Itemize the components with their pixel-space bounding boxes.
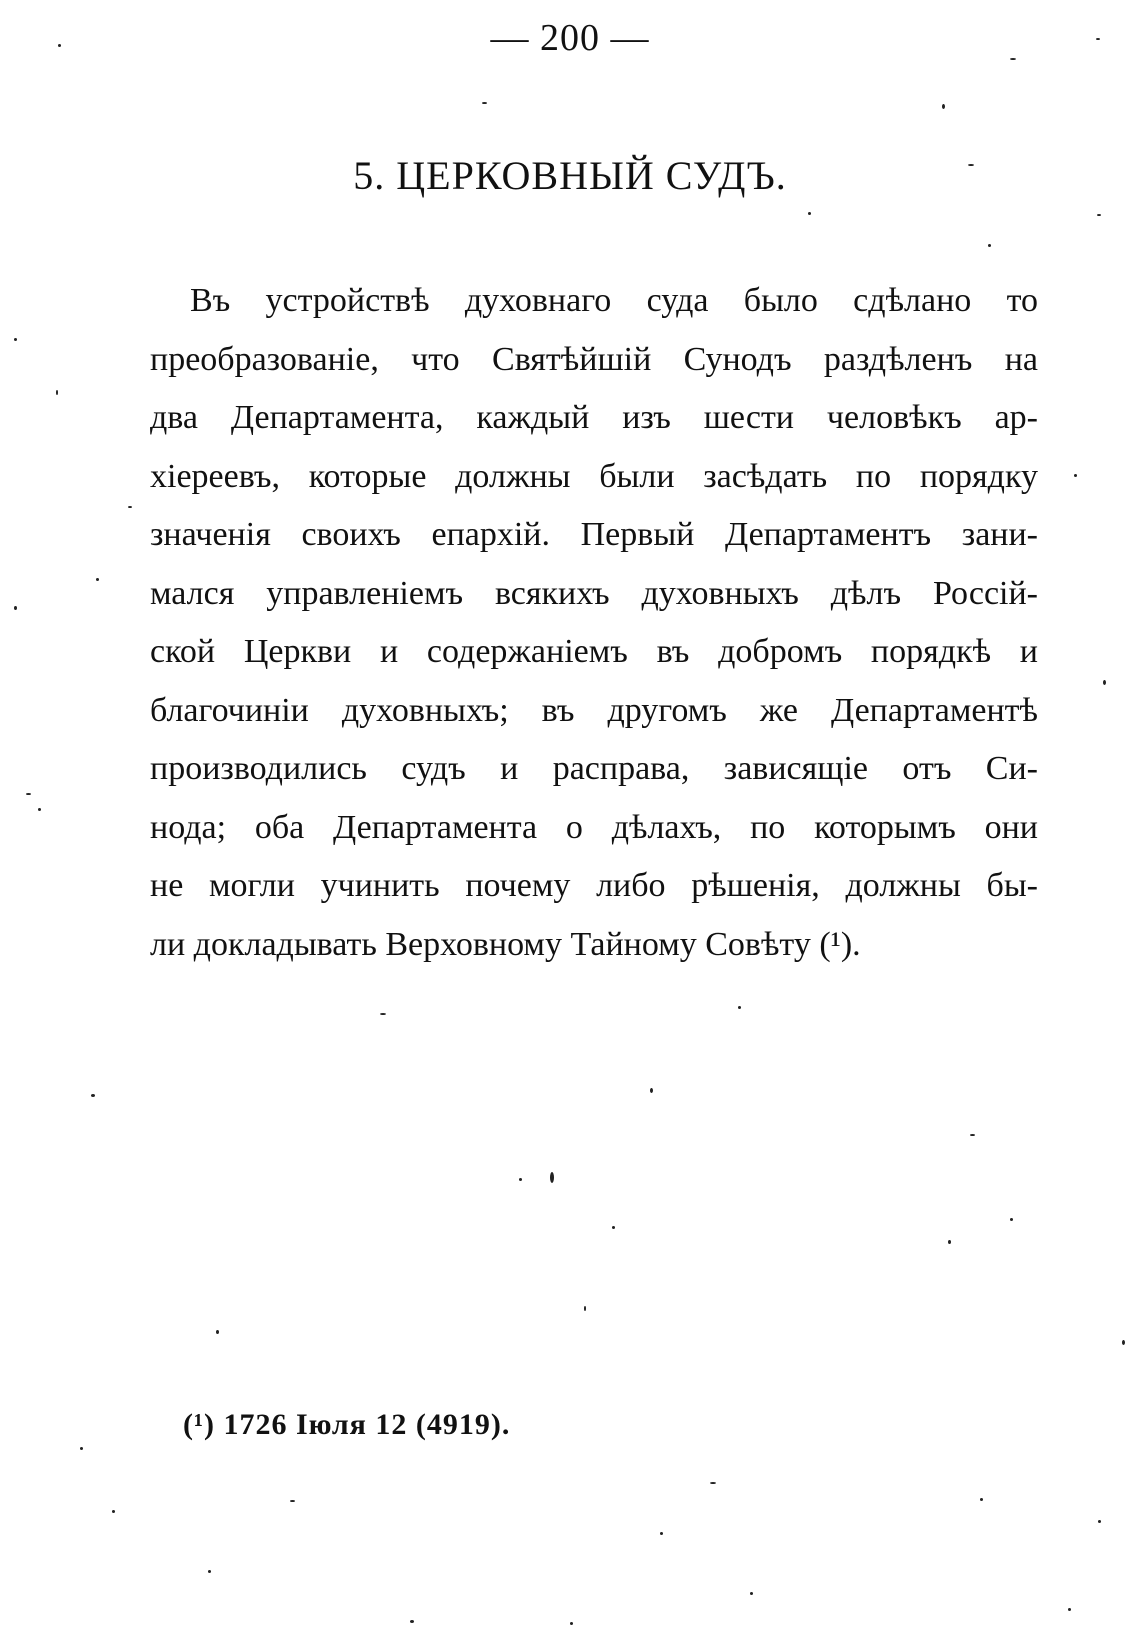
scan-speck xyxy=(80,1447,83,1450)
scan-speck xyxy=(1097,214,1101,216)
scan-speck xyxy=(290,1500,295,1502)
scan-speck xyxy=(660,1532,663,1535)
scan-speck xyxy=(584,1306,586,1311)
scan-speck xyxy=(410,1620,414,1623)
text-line: два Департамента, каждый изъ шести человѣкъ ар- xyxy=(150,399,1038,436)
scan-speck xyxy=(1096,38,1100,40)
scan-speck xyxy=(38,808,41,811)
scan-speck xyxy=(942,104,945,109)
scan-speck xyxy=(808,212,811,215)
scan-speck xyxy=(1098,1520,1101,1523)
scan-speck xyxy=(58,44,61,47)
scan-speck xyxy=(26,793,31,795)
text-line: мался управленіемъ всякихъ духовныхъ дѣлъ Россій- xyxy=(150,574,1038,612)
body-paragraph xyxy=(150,272,1038,974)
scan-speck xyxy=(710,1482,716,1484)
scan-speck xyxy=(14,338,17,341)
text-line: значенія своихъ епархій. Первый Департаментъ зани- xyxy=(150,516,1038,553)
text-line: благочиніи духовныхъ; въ другомъ же Департаментѣ xyxy=(150,691,1038,729)
text-line: ской Церкви и содержаніемъ въ добромъ порядкѣ и xyxy=(150,633,1038,670)
scan-speck xyxy=(380,1013,386,1015)
scan-speck xyxy=(650,1088,653,1093)
scan-speck xyxy=(948,1240,951,1244)
scan-speck xyxy=(56,390,58,395)
footnote: (¹) 1726 Іюля 12 (4919). xyxy=(183,1408,511,1441)
scan-speck xyxy=(1122,1340,1125,1345)
text-line: нода; оба Департамента о дѣлахъ, по которымъ они xyxy=(150,808,1038,846)
page-number: — 200 — xyxy=(490,17,650,59)
text-line: ли докладывать Верховному Тайному Совѣту (¹). xyxy=(150,925,861,963)
scan-speck xyxy=(1074,474,1077,477)
scan-speck xyxy=(482,102,487,104)
scan-speck xyxy=(1010,58,1016,60)
scan-speck xyxy=(750,1592,753,1595)
scan-speck xyxy=(968,164,974,166)
scan-speck xyxy=(1010,1218,1013,1221)
scan-speck xyxy=(738,1006,741,1009)
scan-speck xyxy=(980,1498,983,1501)
scan-speck xyxy=(216,1330,219,1334)
section-heading: 5. ЦЕРКОВНЫЙ СУДЪ. xyxy=(353,153,787,198)
scan-speck xyxy=(128,506,132,508)
scan-speck xyxy=(550,1172,554,1183)
scan-speck xyxy=(988,244,991,247)
text-line: Въ устройствѣ духовнаго суда было сдѣлано то xyxy=(190,282,1038,319)
scan-speck xyxy=(570,1622,573,1625)
scan-speck xyxy=(970,1134,975,1136)
scan-speck xyxy=(96,578,99,581)
scan-speck xyxy=(208,1570,211,1573)
text-line: производились судъ и расправа, зависящіе отъ Си- xyxy=(150,750,1038,787)
text-line: не могли учинить почему либо рѣшенія, должны бы- xyxy=(150,867,1038,904)
scan-speck xyxy=(112,1510,115,1513)
text-line: преобразованіе, что Святѣйшій Сунодъ раздѣленъ на xyxy=(150,340,1038,378)
scan-speck xyxy=(612,1226,615,1229)
text-line: хіереевъ, которые должны были засѣдать по порядку xyxy=(150,457,1038,495)
scan-speck xyxy=(14,606,17,610)
scan-speck xyxy=(1068,1608,1071,1611)
scan-speck xyxy=(1103,680,1106,685)
scan-speck xyxy=(91,1094,95,1097)
scan-speck xyxy=(519,1178,522,1181)
